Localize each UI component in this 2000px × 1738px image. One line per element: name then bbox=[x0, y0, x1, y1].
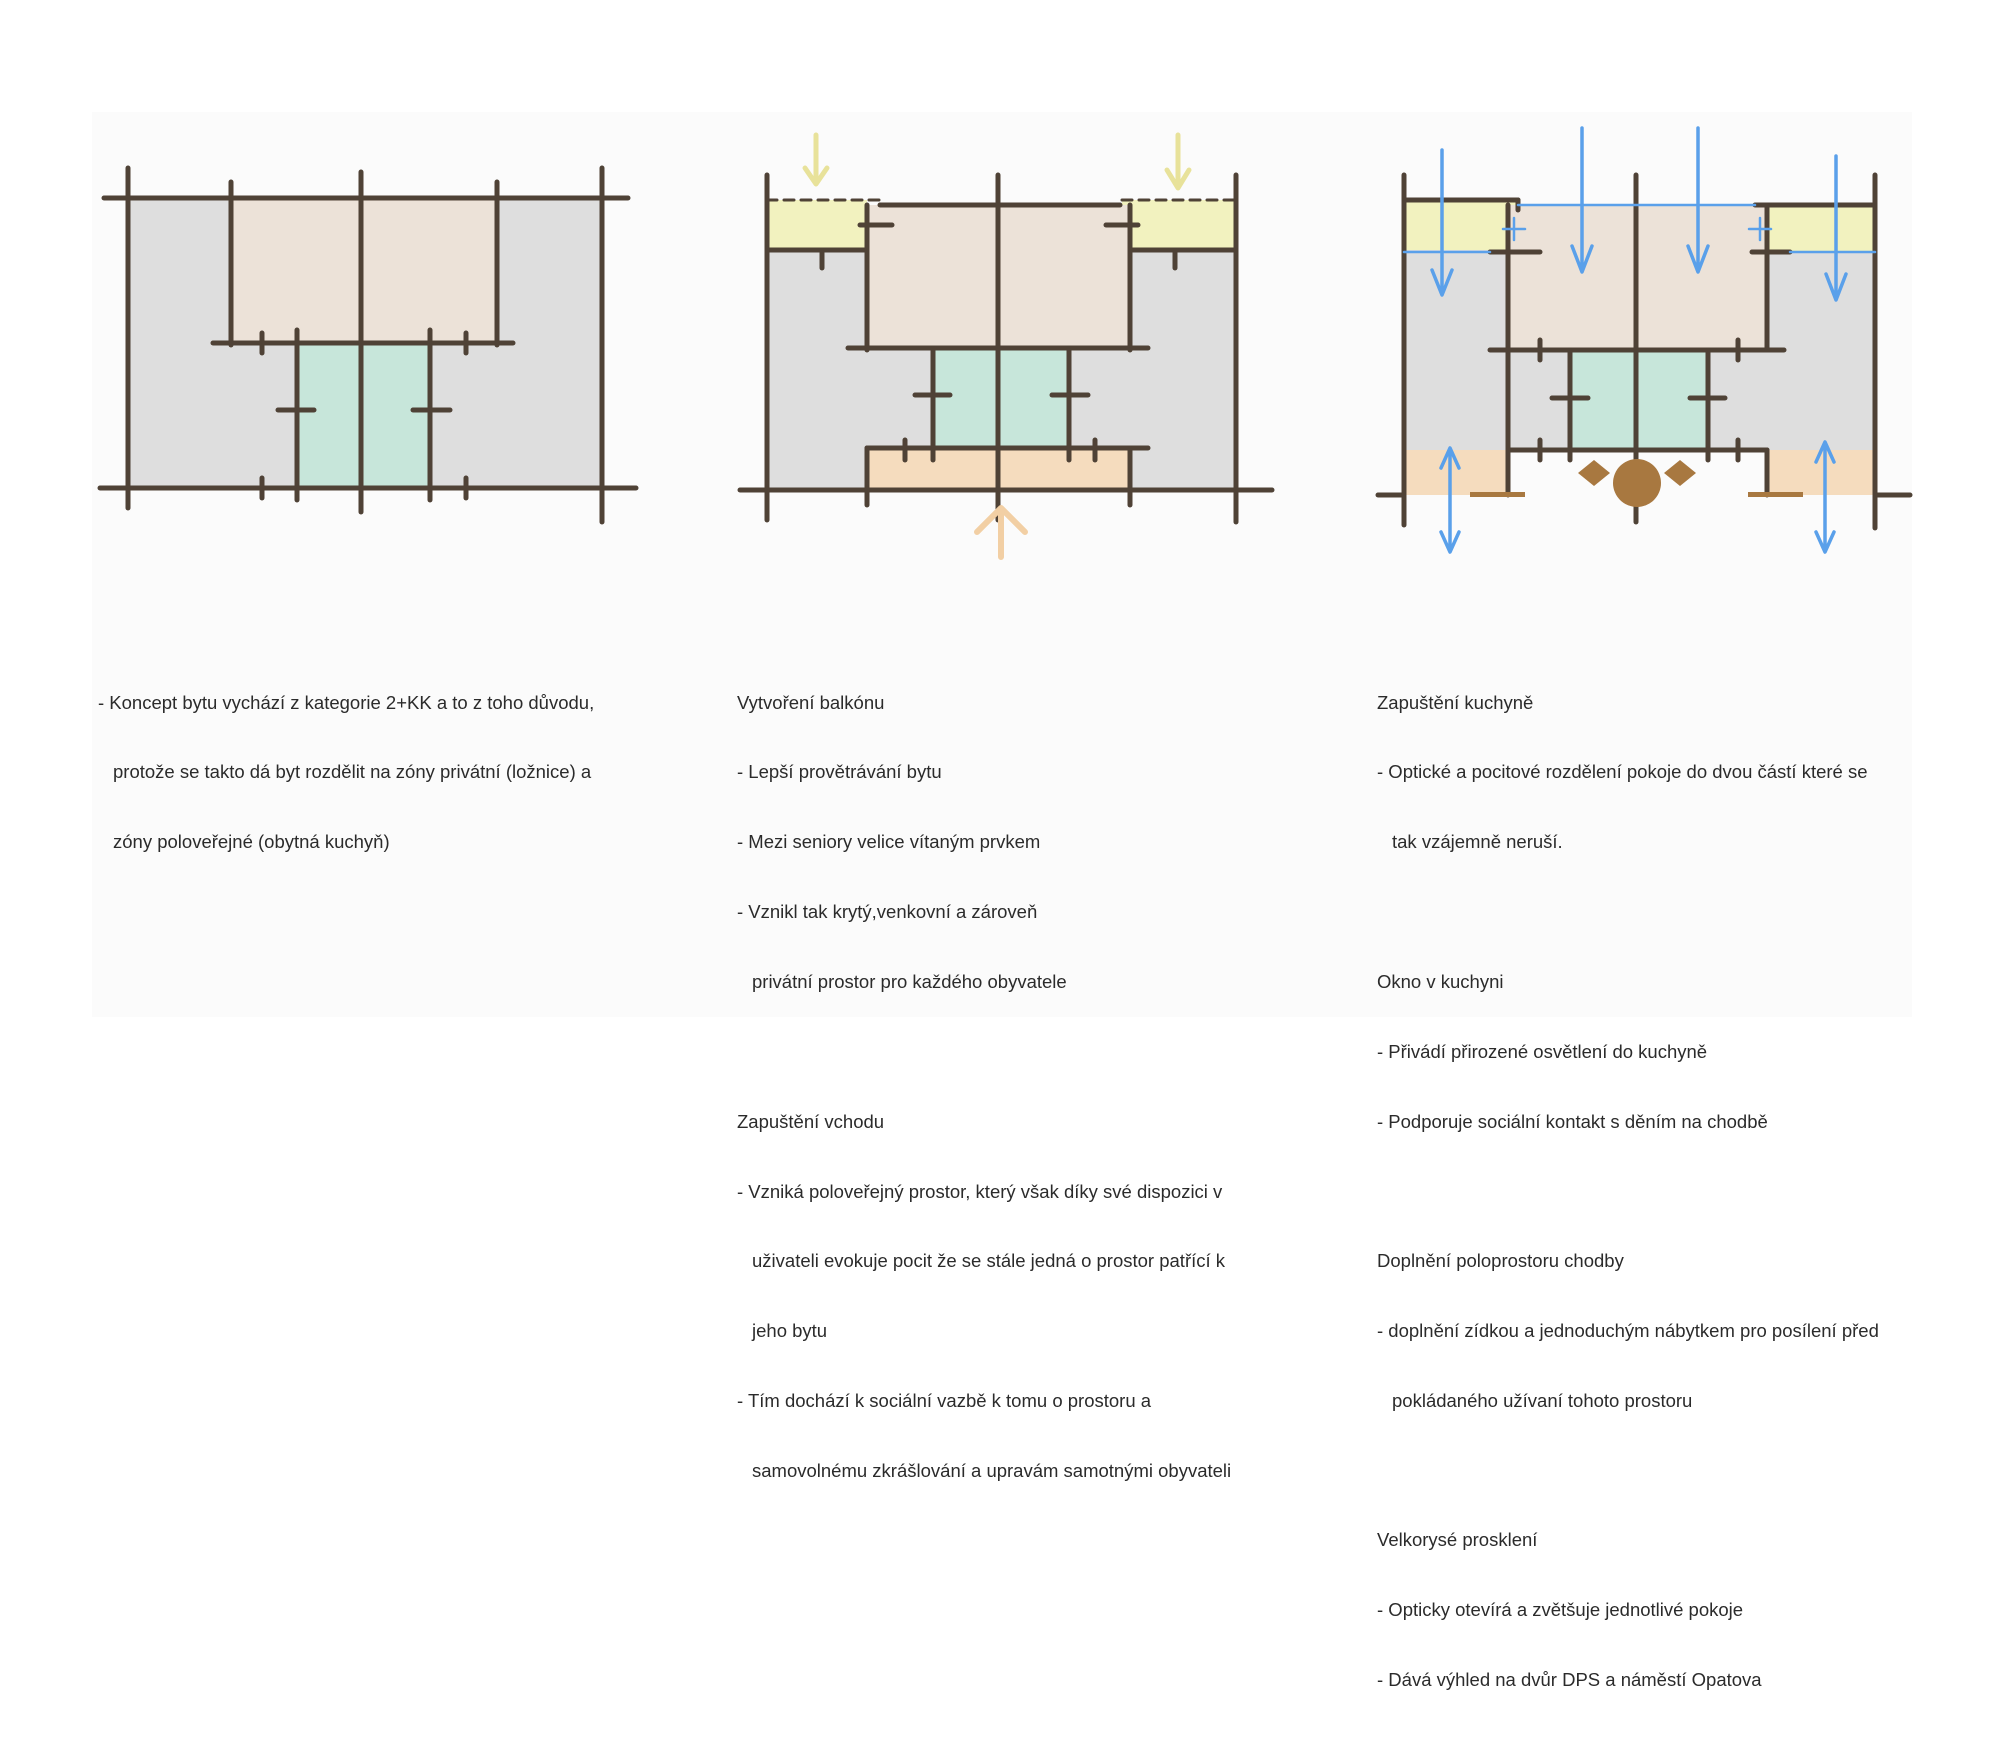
arrow-down-icon bbox=[1572, 128, 1592, 272]
arrow-down-icon bbox=[1167, 135, 1189, 188]
text-line: uživateli evokuje pocit že se stále jedná o prostor patřící k bbox=[752, 1250, 1226, 1272]
room-lower-left bbox=[231, 343, 297, 488]
chair-left-icon bbox=[1578, 460, 1610, 486]
table-icon bbox=[1613, 459, 1661, 507]
section-heading: Doplnění poloprostoru chodby bbox=[1377, 1250, 1624, 1272]
text-line: - Vznikl tak krytý,venkovní a zároveň bbox=[737, 901, 1038, 923]
text-line: pokládaného užívaní tohoto prostoru bbox=[1392, 1389, 1693, 1411]
text-line: samovolnému zkrášlování a upravám samotnými obyvateli bbox=[752, 1460, 1232, 1482]
balcony-left bbox=[1404, 200, 1518, 250]
text-line: - Mezi seniory velice vítaným prvkem bbox=[737, 831, 1041, 853]
recess-left bbox=[1404, 450, 1508, 495]
concept-description bbox=[98, 644, 658, 900]
room-bedroom bbox=[231, 198, 497, 343]
text-line: protože se takto dá byt rozdělit na zóny privátní (ložnice) a bbox=[113, 761, 592, 783]
text-line: - Dává výhled na dvůr DPS a náměstí Opatova bbox=[1377, 1669, 1762, 1691]
room-kitchen bbox=[1570, 350, 1708, 450]
diagram-concept bbox=[100, 168, 636, 522]
room-left bbox=[767, 250, 867, 490]
recess-right bbox=[1767, 450, 1875, 495]
bench-seating bbox=[1470, 459, 1803, 507]
bench-right bbox=[1748, 492, 1803, 497]
text-line: - Vzniká poloveřejný prostor, který však díky své dispozici v bbox=[737, 1180, 1223, 1202]
text-line: - Koncept bytu vychází z kategorie 2+KK a to z toho důvodu, bbox=[98, 691, 595, 713]
text-line: jeho bytu bbox=[752, 1320, 828, 1342]
text-line: - doplnění zídkou a jednoduchým nábytkem pro posílení před bbox=[1377, 1320, 1879, 1342]
chair-right-icon bbox=[1664, 460, 1696, 486]
spacer bbox=[1377, 1180, 1977, 1203]
section-heading: Velkorysé prosklení bbox=[1377, 1529, 1538, 1551]
kitchen-description bbox=[1377, 644, 1977, 1738]
text-line: - Opticky otevírá a zvětšuje jednotlivé pokoje bbox=[1377, 1599, 1744, 1621]
spacer bbox=[737, 1040, 1337, 1063]
diagram-kitchen bbox=[1378, 128, 1910, 552]
arrow-updown-icon bbox=[1441, 448, 1459, 552]
balcony-description bbox=[737, 644, 1337, 1529]
room-right bbox=[1130, 250, 1236, 490]
room-kitchen bbox=[933, 348, 1069, 448]
text-line: - Tím dochází k sociální vazbě k tomu o prostoru a bbox=[737, 1390, 1152, 1412]
bench-left bbox=[1470, 492, 1525, 497]
text-line: - Lepší provětrávání bytu bbox=[737, 761, 942, 783]
balcony-right bbox=[1755, 205, 1875, 253]
section-heading: Zapuštění kuchyně bbox=[1377, 691, 1534, 713]
text-line: tak vzájemně neruší. bbox=[1392, 831, 1563, 853]
room-lower-left bbox=[867, 348, 933, 448]
entrance-arrow-up-icon bbox=[977, 508, 1025, 557]
text-line: - Optické a pocitové rozdělení pokoje do dvou částí které se bbox=[1377, 761, 1868, 783]
text-line: zóny poloveřejné (obytná kuchyň) bbox=[113, 831, 390, 853]
section-heading: Okno v kuchyni bbox=[1377, 970, 1504, 992]
spacer bbox=[1377, 1459, 1977, 1482]
room-lower-right bbox=[430, 343, 497, 488]
arrow-down-icon bbox=[805, 135, 827, 184]
diagram-balcony bbox=[740, 135, 1272, 557]
text-line: - Podporuje sociální kontakt s děním na chodbě bbox=[1377, 1110, 1768, 1132]
spacer bbox=[1377, 900, 1977, 923]
balcony-left bbox=[767, 200, 867, 250]
arrow-updown-icon bbox=[1816, 442, 1834, 552]
text-line: - Přivádí přirozené osvětlení do kuchyně bbox=[1377, 1040, 1708, 1062]
text-line: privátní prostor pro každého obyvatele bbox=[752, 971, 1067, 993]
room-lower-right bbox=[1069, 348, 1130, 448]
section-heading: Vytvoření balkónu bbox=[737, 691, 885, 713]
section-heading: Zapuštění vchodu bbox=[737, 1110, 885, 1132]
arrow-down-icon bbox=[1688, 128, 1708, 272]
